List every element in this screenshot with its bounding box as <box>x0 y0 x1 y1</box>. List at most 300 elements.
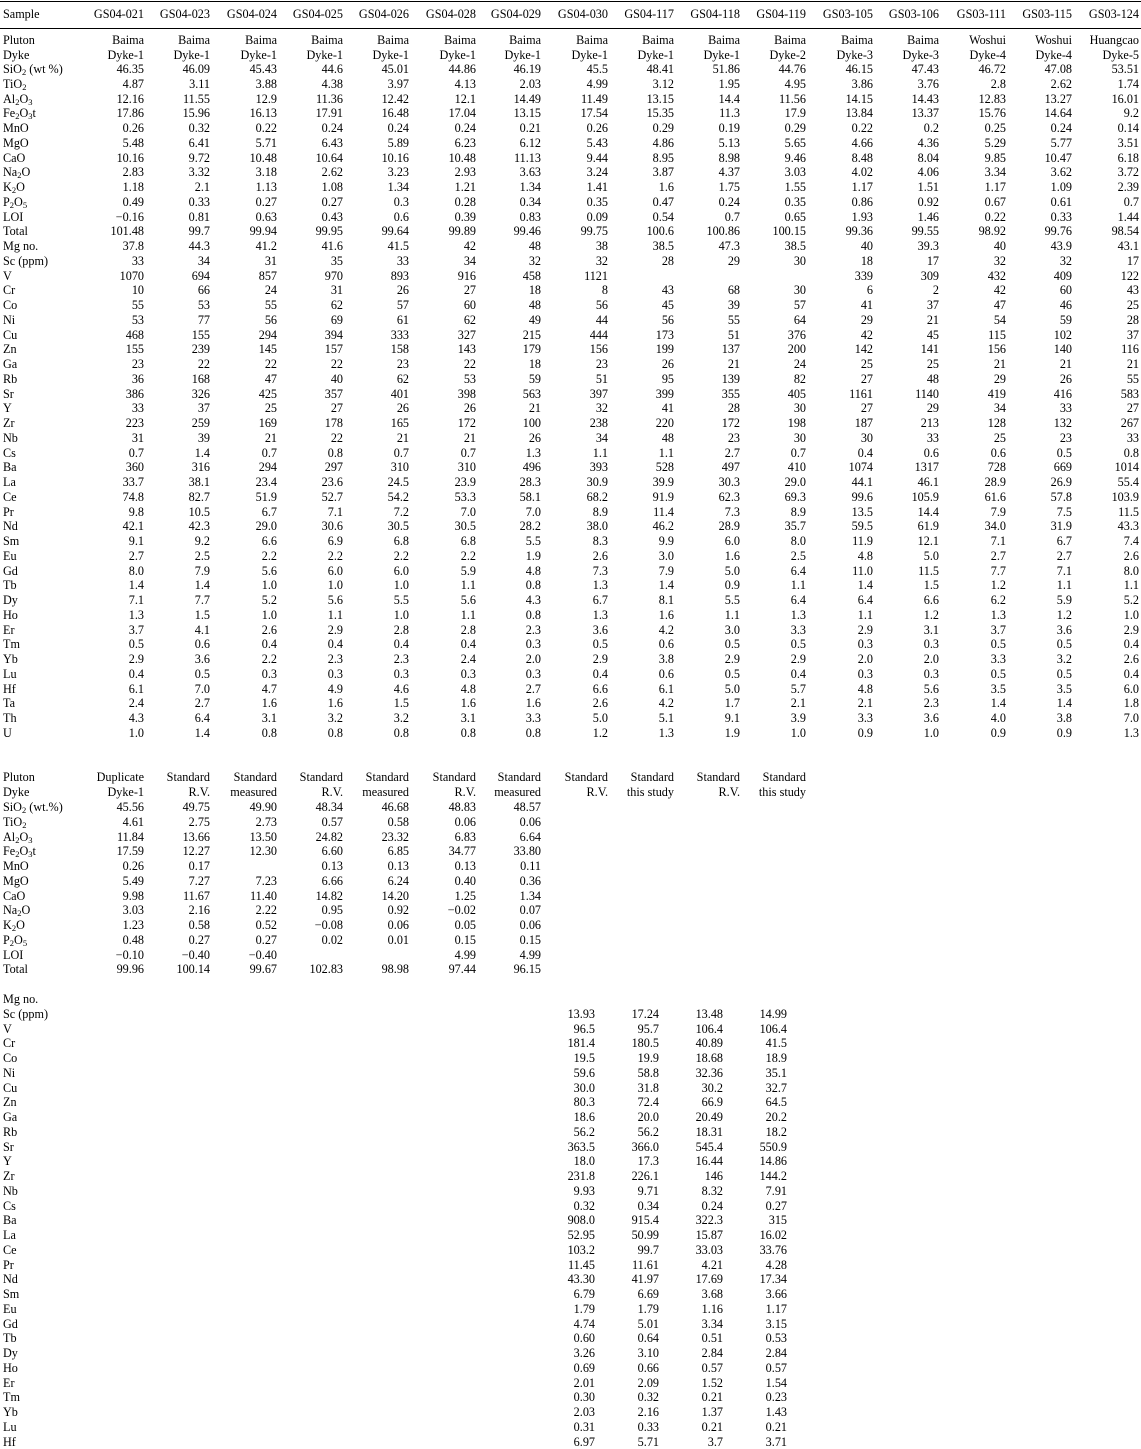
standard-trace-row-value: 3.10 <box>637 1346 659 1360</box>
standard-trace-row-value: 17.3 <box>637 1154 659 1169</box>
major-oxide-row-value: 3.11 <box>189 76 210 91</box>
trace-element-row-value: 62.3 <box>718 489 740 504</box>
trace-element-row-value: 2.9 <box>592 652 608 666</box>
trace-element-row-value: 132 <box>1053 416 1072 430</box>
trace-element-row-value: 35 <box>330 253 343 268</box>
trace-element-row-label: Th <box>3 711 17 725</box>
standard-trace-row-value: 2.16 <box>637 1405 659 1419</box>
dyke2-row-value: R.V. <box>586 785 608 799</box>
major-oxide-row-value: 1.51 <box>917 180 939 194</box>
trace-element-row-value: 0.8 <box>327 445 343 460</box>
dyke-row-value: Dyke-1 <box>571 47 608 62</box>
standard-trace-row-value: 4.21 <box>701 1257 723 1272</box>
pluton-row-label: Pluton <box>3 33 35 47</box>
trace-element-row-value: 7.4 <box>1123 534 1139 548</box>
trace-element-row-value: 8.0 <box>128 563 144 578</box>
trace-element-row-value: 3.5 <box>1056 681 1072 696</box>
standard-trace-row-value: 2.84 <box>765 1346 787 1360</box>
major-oxide-row-value: 3.88 <box>255 76 277 91</box>
standard-trace-row-value: 18.9 <box>765 1051 787 1065</box>
major-oxide-row-value: 46.35 <box>116 62 144 76</box>
trace-element-row-value: 0.3 <box>923 666 939 681</box>
major-oxide-row-value: 14.4 <box>718 91 740 106</box>
trace-element-row-value: 0.3 <box>857 666 873 681</box>
trace-element-row-value: 563 <box>522 386 541 401</box>
trace-element-row-value: 0.8 <box>525 607 541 622</box>
major-oxide-row-value: 15.96 <box>182 106 210 121</box>
standard-trace-row-value: 1.16 <box>701 1301 723 1316</box>
major-oxide-row-value: 53.51 <box>1111 62 1139 76</box>
standard-oxide-row-label: TiO$_2$ <box>3 814 27 830</box>
trace-element-row-value: 29 <box>993 371 1006 386</box>
standard-oxide-row-label: Total <box>3 962 28 977</box>
trace-element-row-value: 3.2 <box>327 711 343 725</box>
trace-element-row-value: 44.1 <box>851 475 873 489</box>
major-oxide-row-value: 0.26 <box>122 121 144 135</box>
trace-element-row-value: 5.2 <box>261 593 277 607</box>
pluton2-row-value: Standard <box>696 770 740 784</box>
major-oxide-row-value: 99.76 <box>1044 224 1072 239</box>
trace-element-row-value: 0.5 <box>1056 666 1072 681</box>
trace-element-row-value: 294 <box>258 460 277 475</box>
trace-element-row-value: 40 <box>993 239 1006 253</box>
pluton-row-value: Baima <box>509 33 541 47</box>
trace-element-row-value: 7.1 <box>327 504 343 519</box>
trace-element-row-value: 2.4 <box>128 696 144 711</box>
trace-element-row-label: Eu <box>3 548 17 563</box>
trace-element-row-value: 165 <box>390 416 409 430</box>
standard-oxide-row-label: $Na_2O$ <box>3 903 31 919</box>
standard-oxide-row-value: −0.40 <box>248 947 277 962</box>
trace-element-row-value: 187 <box>854 416 873 430</box>
standard-trace-row-label: Tb <box>3 1331 17 1346</box>
trace-element-row-value: 0.7 <box>790 445 806 460</box>
major-oxide-row-value: 4.38 <box>321 76 343 91</box>
trace-element-row-value: 31 <box>131 430 144 445</box>
trace-element-row-value: 25 <box>926 357 939 371</box>
dyke-row-value: Dyke-1 <box>439 47 476 62</box>
standard-oxide-row-value: 0.05 <box>454 918 476 932</box>
standard-trace-row-value: 231.8 <box>567 1169 595 1183</box>
standard-trace-row-label: Cr <box>3 1036 16 1051</box>
trace-element-row-value: 2.2 <box>261 652 277 666</box>
major-oxide-row-value: 5.89 <box>387 135 409 150</box>
standard-oxide-row-label: $K_2O$ <box>3 918 25 933</box>
pluton-row-value: Baima <box>311 33 343 47</box>
major-oxide-row-value: 3.62 <box>1050 165 1072 180</box>
trace-element-row-value: 40 <box>330 371 343 386</box>
trace-element-row-value: 1.6 <box>327 696 343 711</box>
trace-element-row-value: 0.8 <box>525 578 541 593</box>
major-oxide-row-value: 5.77 <box>1050 135 1072 150</box>
trace-element-row-value: 1.0 <box>1123 607 1139 622</box>
trace-element-row-value: 3.6 <box>194 652 210 666</box>
major-oxide-row-value: 3.32 <box>188 165 210 180</box>
standard-oxide-row-value: 12.30 <box>249 844 277 859</box>
trace-element-row-value: 7.1 <box>128 593 144 607</box>
major-oxide-row-value: 17.91 <box>315 106 343 121</box>
trace-element-row-value: 3.6 <box>592 622 608 637</box>
trace-element-row-value: 1.0 <box>923 725 939 740</box>
trace-element-row-value: 6.7 <box>1056 534 1072 548</box>
trace-element-row-value: 46.2 <box>652 519 674 534</box>
trace-element-row-label: Co <box>3 298 18 312</box>
trace-element-row-value: 2.3 <box>525 622 541 637</box>
trace-element-row-value: 38.1 <box>188 475 210 489</box>
trace-element-row-value: 26 <box>1059 371 1072 386</box>
trace-element-row-value: 9.9 <box>658 534 674 548</box>
trace-element-row-value: 397 <box>589 386 608 401</box>
standard-oxide-row-value: 0.40 <box>454 873 476 888</box>
trace-element-row-value: 68.2 <box>586 489 608 504</box>
trace-element-row-value: 30 <box>793 283 806 298</box>
trace-element-row-value: 21 <box>463 430 476 445</box>
major-oxide-row-value: 2.83 <box>122 165 144 180</box>
major-oxide-row-value: 12.9 <box>255 91 277 106</box>
trace-element-row-value: 59 <box>1059 312 1072 327</box>
trace-element-row-value: 4.3 <box>128 711 144 725</box>
major-oxide-row-value: 3.76 <box>917 76 939 91</box>
trace-element-row-value: 6.4 <box>857 593 873 607</box>
trace-element-row-value: 82 <box>793 371 806 386</box>
pluton-row-value: Baima <box>841 33 873 47</box>
trace-element-row-value: 22 <box>264 357 277 371</box>
major-oxide-row-value: 1.93 <box>851 209 873 224</box>
trace-element-row-label: Ho <box>3 607 18 622</box>
trace-element-row-label: Zn <box>3 342 17 357</box>
trace-element-row-value: 5.7 <box>790 681 806 696</box>
trace-element-row-value: 37 <box>1126 327 1139 342</box>
standard-trace-row-value: 41.97 <box>631 1272 659 1287</box>
major-oxide-row-value: 5.13 <box>718 135 740 150</box>
major-oxide-row-value: 8.48 <box>851 150 873 165</box>
trace-element-row-value: 2.4 <box>460 652 476 666</box>
trace-element-row-value: 0.3 <box>261 666 277 681</box>
trace-element-row-value: 41 <box>661 401 674 416</box>
trace-element-row-value: 74.8 <box>122 489 144 504</box>
trace-element-row-value: 11.4 <box>653 504 674 519</box>
trace-element-row-value: 122 <box>1120 268 1139 283</box>
major-oxide-row-value: 2.8 <box>990 76 1006 91</box>
major-oxide-row-value: 0.24 <box>718 194 740 209</box>
trace-element-row-value: 4.8 <box>857 681 873 696</box>
major-oxide-row-value: 45.5 <box>586 62 608 76</box>
trace-element-row-value: 2.6 <box>1123 548 1139 563</box>
standard-trace-row-value: 908.0 <box>567 1213 595 1228</box>
trace-element-row-value: 43 <box>1126 283 1139 298</box>
standard-trace-row-label: Sr <box>3 1139 14 1154</box>
trace-element-row-value: 55.4 <box>1117 475 1139 489</box>
standard-oxide-row-value: 0.57 <box>321 814 343 829</box>
trace-element-row-value: 0.9 <box>990 725 1006 740</box>
dyke2-row-value: measured <box>230 785 277 799</box>
major-oxide-row-value: 0.33 <box>1050 209 1072 224</box>
trace-element-row-value: 39.3 <box>917 239 939 253</box>
standard-trace-row-value: 3.7 <box>707 1434 723 1449</box>
standard-trace-row-value: 9.71 <box>637 1183 659 1198</box>
standard-trace-row-label: Nb <box>3 1183 18 1198</box>
trace-element-row-value: 9.2 <box>194 534 210 548</box>
major-oxide-row-value: 47.08 <box>1044 62 1072 76</box>
trace-element-row-value: 23 <box>595 357 608 371</box>
standard-oxide-row-value: 14.20 <box>381 888 409 903</box>
standard-trace-row-value: 52.95 <box>567 1228 595 1242</box>
trace-element-row-value: 173 <box>655 327 674 342</box>
trace-element-row-value: 5.5 <box>393 593 409 607</box>
standard-oxide-row-value: −0.10 <box>115 947 144 962</box>
trace-element-row-value: 0.4 <box>261 637 277 652</box>
trace-element-row-value: 33 <box>1126 430 1139 445</box>
pluton-row-value: Baima <box>444 33 476 47</box>
standard-oxide-row-value: 7.23 <box>255 873 277 888</box>
trace-element-row-value: 5.1 <box>658 711 674 725</box>
standard-trace-row-value: 40.89 <box>695 1036 723 1051</box>
standard-trace-row-value: 0.33 <box>637 1419 659 1434</box>
trace-element-row-value: 1.3 <box>658 725 674 740</box>
standard-oxide-row-value: 48.83 <box>448 800 476 814</box>
trace-element-row-value: 21 <box>1059 357 1072 371</box>
standard-trace-row-value: 146 <box>704 1169 723 1183</box>
trace-element-row-value: 398 <box>457 386 476 401</box>
major-oxide-row-value: 4.06 <box>917 165 939 180</box>
trace-element-row-value: 6.6 <box>923 593 939 607</box>
major-oxide-row-value: 9.44 <box>586 150 608 165</box>
standard-trace-row-value: 545.4 <box>695 1139 723 1154</box>
trace-element-row-value: 145 <box>258 342 277 357</box>
standard-oxide-row-value: 1.34 <box>519 888 541 903</box>
standard-trace-row-value: 0.31 <box>573 1419 595 1434</box>
trace-element-row-value: 27 <box>1126 401 1139 416</box>
trace-element-row-value: 6.0 <box>327 563 343 578</box>
trace-element-row-value: 401 <box>390 386 409 401</box>
standard-oxide-row-value: 6.83 <box>454 829 476 844</box>
trace-element-row-value: 18 <box>860 253 873 268</box>
trace-element-row-value: 7.1 <box>1056 563 1072 578</box>
trace-element-row-value: 399 <box>655 386 674 401</box>
trace-element-row-value: 1.1 <box>1056 578 1072 593</box>
trace-element-row-label: Nb <box>3 430 18 445</box>
major-oxide-row-value: 1.74 <box>1117 76 1139 91</box>
trace-element-row-value: 6.1 <box>658 681 674 696</box>
trace-element-row-value: 6.4 <box>790 563 806 578</box>
trace-element-row-value: 38.5 <box>652 239 674 253</box>
trace-element-row-value: 28 <box>727 401 740 416</box>
major-oxide-row-value: 0.22 <box>851 121 873 135</box>
trace-element-row-value: 376 <box>787 327 806 342</box>
trace-element-row-value: 47 <box>264 371 277 386</box>
standard-trace-row-value: 5.01 <box>637 1316 659 1331</box>
trace-element-row-value: 669 <box>1053 460 1072 475</box>
trace-element-row-value: 5.0 <box>724 681 740 696</box>
trace-element-row-value: 33 <box>131 401 144 416</box>
trace-element-row-value: 1.2 <box>990 578 1006 593</box>
trace-element-row-value: 1161 <box>849 386 873 401</box>
standard-trace-row-value: 103.2 <box>567 1242 595 1257</box>
trace-element-row-value: 53 <box>197 298 210 312</box>
major-oxide-row-value: 10.16 <box>116 150 144 165</box>
standard-oxide-row-value: 6.60 <box>321 844 343 859</box>
trace-element-row-label: U <box>3 725 12 740</box>
trace-element-row-value: 2.9 <box>327 622 343 637</box>
trace-element-row-value: 99.6 <box>851 489 873 504</box>
trace-element-row-value: 3.3 <box>525 711 541 725</box>
standard-oxide-row-value: 6.64 <box>519 829 541 844</box>
trace-element-row-value: 3.6 <box>923 711 939 725</box>
dyke2-row-value: R.V. <box>321 785 343 799</box>
pluton-row-value: Huangcao <box>1089 33 1139 47</box>
standard-oxide-row-label: $P_2O_5$ <box>3 932 28 948</box>
trace-element-row-value: 28.3 <box>519 475 541 489</box>
standard-oxide-row-value: 6.24 <box>387 873 409 888</box>
pluton2-row-value: Standard <box>365 770 409 784</box>
major-oxide-row-value: 99.36 <box>845 224 873 239</box>
trace-element-row-value: 1014 <box>1114 460 1139 475</box>
standard-trace-row-value: 1.43 <box>765 1405 787 1419</box>
standard-trace-row-value: 64.5 <box>765 1095 787 1110</box>
trace-element-row-value: 42 <box>463 239 476 253</box>
trace-element-row-value: 3.2 <box>393 711 409 725</box>
trace-element-row-value: 21 <box>993 357 1006 371</box>
trace-element-row-value: 44.3 <box>188 239 210 253</box>
trace-element-row-value: 26 <box>396 401 409 416</box>
major-oxide-row-label: $K_2O$ <box>3 180 25 195</box>
trace-element-row-value: 2.8 <box>393 622 409 637</box>
trace-element-row-value: 1.4 <box>194 445 210 460</box>
trace-element-row-value: 0.4 <box>1123 637 1139 652</box>
standard-trace-row-value: 0.23 <box>765 1390 787 1405</box>
trace-element-row-value: 2.1 <box>857 696 873 711</box>
trace-element-row-value: 23.4 <box>255 475 277 489</box>
standard-trace-row-value: 16.44 <box>695 1154 723 1169</box>
trace-element-row-value: 2.9 <box>724 652 740 666</box>
major-oxide-row-value: 44.86 <box>448 62 476 76</box>
major-oxide-row-value: 98.54 <box>1111 224 1139 239</box>
trace-element-row-value: 357 <box>324 386 343 401</box>
trace-element-row-value: 1.7 <box>724 696 740 711</box>
trace-element-row-value: 0.4 <box>1123 666 1139 681</box>
standard-trace-row-value: 14.99 <box>759 1006 787 1021</box>
pluton-row-value: Baima <box>112 33 144 47</box>
trace-element-row-value: 326 <box>191 386 210 401</box>
major-oxide-row-value: 0.6 <box>393 209 409 224</box>
standard-trace-row-value: 2.01 <box>573 1375 595 1390</box>
standard-oxide-row-value: 0.27 <box>255 932 277 947</box>
trace-element-row-value: 3.2 <box>1056 652 1072 666</box>
standard-trace-row-value: 0.69 <box>573 1360 595 1375</box>
trace-element-row-value: 91.9 <box>652 489 674 504</box>
standard-oxide-row-value: 99.96 <box>116 962 144 977</box>
standard-trace-row-value: 4.74 <box>573 1316 595 1331</box>
major-oxide-row-value: 3.51 <box>1117 135 1139 150</box>
major-oxide-row-value: 16.01 <box>1111 91 1139 106</box>
standard-oxide-row-value: 11.40 <box>250 888 277 903</box>
trace-element-row-value: 7.0 <box>460 504 476 519</box>
major-oxide-row-value: 1.17 <box>851 180 873 194</box>
standard-trace-row-value: 18.68 <box>695 1051 723 1065</box>
pluton2-row-value: Standard <box>630 770 674 784</box>
sample-id: GS04-119 <box>756 7 806 21</box>
trace-element-row-value: 27 <box>860 401 873 416</box>
trace-element-row-value: 0.3 <box>923 637 939 652</box>
standard-oxide-row-label: $Al_2O_3$ <box>3 829 33 845</box>
standard-trace-row-value: 16.02 <box>759 1228 787 1242</box>
trace-element-row-value: 220 <box>655 416 674 430</box>
trace-element-row-value: 3.7 <box>990 622 1006 637</box>
standard-oxide-row-value: 0.27 <box>188 932 210 947</box>
standard-trace-row-value: 30.0 <box>573 1080 595 1095</box>
trace-element-row-value: 1.1 <box>724 607 740 622</box>
trace-element-row-label: Mg no. <box>3 239 39 253</box>
standard-trace-row-label: Ho <box>3 1360 18 1375</box>
major-oxide-row-value: 0.81 <box>188 209 210 224</box>
trace-element-row-value: 6.1 <box>128 681 144 696</box>
trace-element-row-value: 327 <box>457 327 476 342</box>
trace-element-row-value: 0.8 <box>261 725 277 740</box>
major-oxide-row-value: 0.29 <box>784 121 806 135</box>
trace-element-row-value: 38.0 <box>586 519 608 534</box>
standard-trace-row-value: 35.1 <box>765 1065 787 1080</box>
trace-element-row-value: 1.8 <box>1123 696 1139 711</box>
standard-oxide-row-value: 23.32 <box>381 829 409 844</box>
standard-oxide-row-value: 3.03 <box>122 903 144 918</box>
trace-element-row-value: 7.9 <box>194 563 210 578</box>
trace-element-row-value: 4.2 <box>658 622 674 637</box>
trace-element-row-value: 7.2 <box>393 504 409 519</box>
trace-element-row-value: 7.0 <box>525 504 541 519</box>
trace-element-row-value: 432 <box>987 268 1006 283</box>
trace-element-row-value: 4.8 <box>525 563 541 578</box>
trace-element-row-value: 7.5 <box>1056 504 1072 519</box>
dyke-row-value: Dyke-1 <box>240 47 277 62</box>
trace-element-row-value: 48 <box>926 371 939 386</box>
trace-element-row-value: 30.3 <box>718 475 740 489</box>
trace-element-row-value: 0.5 <box>1056 637 1072 652</box>
standard-trace-row-value: 66.9 <box>701 1095 723 1110</box>
pluton2-row-label: Pluton <box>3 770 35 784</box>
standard-oxide-row-label: $Fe_2O_3t$ <box>3 844 36 860</box>
standard-oxide-row-value: 96.15 <box>513 962 541 977</box>
trace-element-row-value: 116 <box>1121 342 1139 357</box>
trace-element-row-value: 3.1 <box>923 622 939 637</box>
standard-oxide-row-value: −0.02 <box>447 903 476 918</box>
trace-element-row-value: 3.0 <box>724 622 740 637</box>
standard-trace-row-value: 2.84 <box>701 1346 723 1360</box>
trace-element-row-value: 49 <box>528 312 541 327</box>
standard-oxide-row-value: 11.84 <box>117 829 144 844</box>
trace-element-row-value: 62 <box>463 312 476 327</box>
major-oxide-row-value: 11.55 <box>183 91 210 106</box>
major-oxide-row-value: 1.18 <box>122 180 144 194</box>
trace-element-row-value: 2.9 <box>790 652 806 666</box>
trace-element-row-value: 6.0 <box>393 563 409 578</box>
standard-trace-row-label: Ce <box>3 1242 17 1257</box>
trace-element-row-value: 30 <box>793 253 806 268</box>
trace-element-row-value: 53 <box>463 371 476 386</box>
trace-element-row-value: 57.8 <box>1050 489 1072 504</box>
standard-oxide-row-value: 0.48 <box>122 932 144 947</box>
standard-trace-row-value: 99.7 <box>637 1242 659 1257</box>
major-oxide-row-value: 1.75 <box>718 180 740 194</box>
trace-element-row-label: Cr <box>3 283 16 298</box>
trace-element-row-label: Tm <box>3 637 20 652</box>
standard-oxide-row-value: 6.85 <box>387 844 409 859</box>
trace-element-row-value: 52.7 <box>321 489 343 504</box>
header-label: Sample <box>3 7 40 21</box>
trace-element-row-value: 1.3 <box>790 607 806 622</box>
trace-element-row-value: 5.9 <box>1056 593 1072 607</box>
trace-element-row-value: 139 <box>721 371 740 386</box>
standard-trace-row-value: 226.1 <box>631 1169 659 1183</box>
